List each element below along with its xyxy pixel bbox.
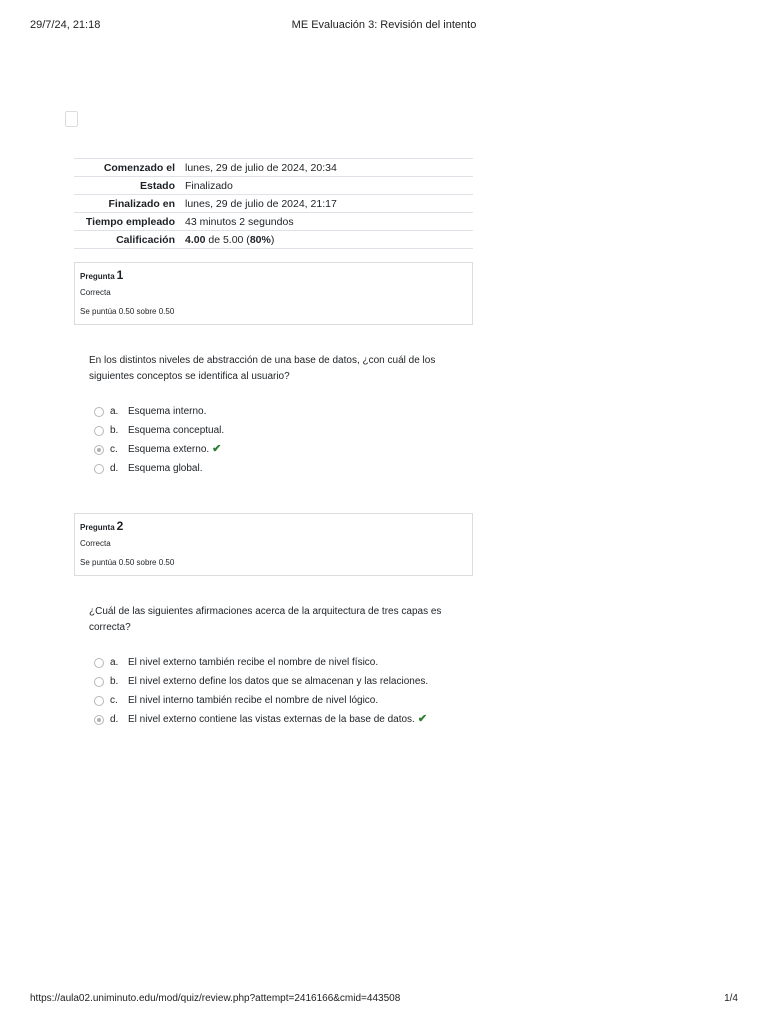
grade-middle: de 5.00 ( — [205, 233, 250, 246]
radio-button[interactable] — [94, 407, 104, 417]
answer-text: El nivel externo contiene las vistas externas de la base de datos. — [128, 714, 415, 725]
question-2-info-box — [74, 513, 473, 576]
summary-label: Comenzado el — [103, 161, 175, 174]
answer-text: Esquema externo. — [128, 444, 210, 455]
radio-button[interactable] — [94, 696, 104, 706]
print-header-datetime: 29/7/24, 21:18 — [30, 19, 101, 31]
summary-label: Tiempo empleado — [85, 215, 175, 228]
checkmark-icon: ✔ — [212, 443, 222, 455]
summary-row-started — [74, 159, 473, 177]
answer-letter: d. — [110, 463, 119, 474]
print-header-title: ME Evaluación 3: Revisión del intento — [291, 19, 477, 31]
summary-row-grade — [74, 231, 473, 249]
answer-text: Esquema interno. — [128, 406, 207, 417]
question-grade: Se puntúa 0.50 sobre 0.50 — [80, 307, 175, 316]
answer-text: El nivel externo también recibe el nombre de nivel físico. — [128, 657, 379, 668]
question-grade: Se puntúa 0.50 sobre 0.50 — [80, 558, 175, 567]
print-footer-url: https://aula02.uniminuto.edu/mod/quiz/review.php?attempt=2416166&cmid=443508 — [30, 993, 401, 1004]
attempt-summary-table — [74, 158, 473, 249]
question-1-info-box — [74, 262, 473, 325]
answer-text: El nivel externo define los datos que se almacenan y las relaciones. — [128, 676, 429, 687]
radio-button[interactable] — [94, 464, 104, 474]
radio-button-selected[interactable] — [94, 715, 104, 725]
summary-row-time-taken — [74, 213, 473, 231]
radio-button[interactable] — [94, 677, 104, 687]
document-icon — [65, 111, 78, 127]
checkmark-icon: ✔ — [417, 713, 428, 725]
question-number-value: 2 — [116, 519, 124, 533]
summary-label: Estado — [139, 179, 175, 192]
summary-grade-value — [180, 231, 473, 249]
grade-percent: 80% — [249, 233, 271, 246]
radio-button[interactable] — [94, 426, 104, 436]
answer-letter: a. — [110, 406, 119, 417]
answer-letter: c. — [110, 444, 118, 455]
question-2-text: ¿Cuál de las siguientes afirmaciones acerca de la arquitectura de tres capas es correcta? — [89, 606, 442, 633]
question-number — [80, 268, 123, 282]
question-state: Correcta — [80, 539, 111, 548]
answer-letter: d. — [110, 714, 119, 725]
summary-value: lunes, 29 de julio de 2024, 21:17 — [185, 197, 337, 210]
answer-letter: a. — [110, 657, 119, 668]
summary-value: 43 minutos 2 segundos — [185, 215, 294, 228]
question-number-value: 1 — [116, 268, 124, 282]
radio-button-selected[interactable] — [94, 445, 104, 455]
answer-text-correct — [128, 710, 427, 729]
summary-value: Finalizado — [185, 179, 233, 192]
answer-text: Esquema conceptual. — [128, 425, 225, 436]
grade-end: ) — [270, 233, 275, 246]
summary-label: Calificación — [116, 233, 175, 246]
answer-text-correct — [128, 440, 221, 459]
grade-score: 4.00 — [185, 233, 206, 246]
answer-text: El nivel interno también recibe el nombre de nivel lógico. — [128, 695, 379, 706]
summary-value: lunes, 29 de julio de 2024, 20:34 — [185, 161, 337, 174]
radio-button[interactable] — [94, 658, 104, 668]
question-prefix: Pregunta — [80, 523, 115, 532]
answer-letter: c. — [110, 695, 118, 706]
answer-letter: b. — [110, 425, 119, 436]
question-1-text: En los distintos niveles de abstracción de una base de datos, ¿con cuál de los siguientes conceptos se identifica al usuario? — [89, 355, 436, 382]
summary-row-finished — [74, 195, 473, 213]
answer-letter: b. — [110, 676, 119, 687]
answer-text: Esquema global. — [128, 463, 203, 474]
summary-row-state — [74, 177, 473, 195]
question-state: Correcta — [80, 288, 111, 297]
question-prefix: Pregunta — [80, 272, 115, 281]
question-number — [80, 519, 123, 533]
summary-label: Finalizado en — [108, 197, 175, 210]
print-footer-page-number: 1/4 — [724, 993, 738, 1004]
